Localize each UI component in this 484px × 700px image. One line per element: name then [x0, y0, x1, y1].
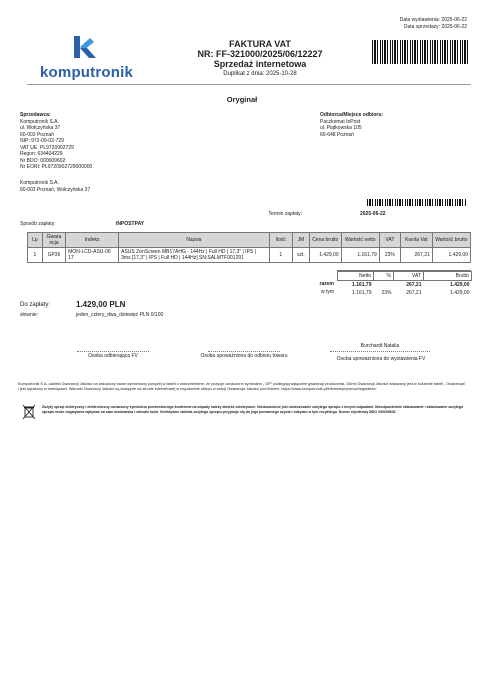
- col-header: Wartość brutto: [432, 233, 470, 248]
- crossed-bin-icon: [22, 404, 36, 420]
- seller-heading: Sprzedawca:: [20, 112, 51, 118]
- seller-address-line: Komputronik S.A.: [20, 180, 59, 186]
- signature-line-right: [330, 351, 430, 352]
- cell-unit: szt.: [292, 248, 309, 263]
- payment-method-value: INPOSTPAY: [116, 221, 145, 227]
- due-date-label: Termin zapłaty:: [268, 211, 302, 217]
- cell-lp: 1: [28, 248, 43, 263]
- cell-index: MON-LCD-ASU-06 17: [66, 248, 119, 263]
- cell-vat-rate: 23%: [379, 248, 400, 263]
- seller-address-block: [20, 180, 180, 193]
- summary-sub-row: [338, 289, 472, 297]
- col-header: Cena brutto: [309, 233, 341, 248]
- cell-qty: 1: [269, 248, 292, 263]
- cell-price-gross: 1.429,00: [309, 248, 341, 263]
- col-header: Wartość netto: [341, 233, 379, 248]
- col-header: Kwota Vat: [400, 233, 432, 248]
- warranty-text: Komputronik S.A. udziela Gwarancji Jakości na zakupiony towar wymieniony powyżej w tabeli z zastrzeżeniem, że pozycje oznaczone symbolem „ GP” podlegają wyłącznie gwarancji producenta. Okres Gwarancji Jakości wskazany jest w kolumnie tabeli „ Gwarancja” i jest wyrażony w miesiącach. Warunki Gwarancji Jakości są dostępne na stronie internetowej w regulaminie sklepu w sekcji Gwarancja Jakości pod linkiem: https://www.komputronik.pl/informacje/pomoc/regulamin/: [18, 382, 466, 391]
- signature-left-label: Osoba odbierająca FV: [88, 353, 138, 359]
- cell-gross: 1.429,00: [432, 248, 470, 263]
- signature-middle-label: Osoba upoważniona do odbioru towaru: [200, 353, 288, 359]
- due-date-value: 2025-06-22: [360, 211, 386, 217]
- items-table: [27, 232, 471, 263]
- recycle-text: Zużyty sprzęt elektryczny i elektroniczny oznaczony symbolem przekreślonego kontenera na odpady należy zbierać selektywnie. Niedozwolone jest umieszczanie zużytego sprzętu z innymi odpadami. Nieodpowiednie składowanie i składowanie zużytego sprzętu może negatywnie wpływać na stan środowiska i zdrowie ludzi. Selektywne zbiórka zużytego sprzętu przyjmuje się do jego ponownego użycia i odzysku w tym recyklingu. Numer rejestrowy BDO 000009602: [42, 405, 464, 414]
- summary-sub-vat: 267,21: [406, 290, 422, 296]
- invoice-title: FAKTURA VAT: [229, 39, 291, 49]
- cell-name: ASUS ZenScreen MB17AHG - 144Hz | Full HD | 17,3" | IPS | 3ms [17,3" | IPS | Full HD | 144Hz] SN:SALMTF001291: [119, 248, 269, 263]
- amount-words-value: jeden_cztery_dwa_dziewięć PLN 0/100: [76, 312, 164, 318]
- signature-line-left: [77, 351, 149, 352]
- barcode-icon: [372, 40, 468, 64]
- buyer-line: Paczkomat InPost: [320, 118, 361, 125]
- cell-warranty: GP36: [42, 248, 65, 263]
- brand-name: komputronik: [40, 64, 134, 81]
- summary-total-label: razem: [319, 281, 334, 287]
- summary-total-row: [338, 281, 472, 290]
- buyer-line: ul. Piątkowska 105: [320, 125, 362, 131]
- seller-block: [20, 112, 180, 171]
- summary-total-vat: 267,21: [406, 282, 422, 288]
- seller-line: VAT UE: PL9720902729: [20, 144, 74, 151]
- payment-method-label: Sposób zapłaty:: [20, 221, 56, 227]
- dates-block: [400, 17, 467, 30]
- seller-line: Nr EORI: PL9720902729000000: [20, 164, 93, 170]
- summary-header: Brutto: [424, 272, 472, 281]
- small-barcode-icon: [367, 199, 467, 206]
- issuer-name: Burchardt Natalia: [360, 343, 400, 349]
- buyer-block: [320, 112, 470, 138]
- invoice-title-block: [160, 39, 360, 69]
- seller-line: Nr BDO: 000009602: [20, 157, 66, 164]
- cell-net: 1.161,79: [341, 248, 379, 263]
- sale-date: Data sprzedaży: 2025-06-22: [403, 23, 467, 30]
- summary-total-gross: 1.429,00: [450, 282, 470, 288]
- summary-total-net: 1.161,79: [352, 282, 372, 288]
- duplicate-date: Duplikat z dnia: 2025-10-28: [223, 71, 297, 77]
- table-header-row: [28, 233, 471, 248]
- invoice-subtitle: Sprzedaż internetowa: [213, 59, 307, 69]
- buyer-heading: Odbiorca/Miejsce odbioru:: [320, 112, 384, 118]
- col-header: Indeks: [66, 233, 119, 248]
- invoice-number: NR: FF-321000/2025/06/12227: [197, 49, 323, 59]
- summary-total-rate: [374, 281, 394, 290]
- summary-header-row: [338, 272, 472, 281]
- col-header: VAT: [379, 233, 400, 248]
- col-header: Ilość: [269, 233, 292, 248]
- signature-right-label: Osoba upoważniona do wystawienia FV: [336, 356, 426, 362]
- col-header: Gwara ncja: [42, 233, 65, 248]
- header-divider: [27, 84, 471, 85]
- amount-due-value: 1.429,00 PLN: [76, 300, 126, 309]
- summary-table: [337, 271, 472, 297]
- summary-header: Netto: [338, 272, 374, 281]
- seller-line: Komputronik S.A.: [20, 118, 59, 125]
- buyer-line: 60-648 Poznań: [320, 131, 354, 138]
- amount-due-label: Do zapłaty:: [20, 302, 51, 308]
- amount-words-label: słownie:: [20, 312, 39, 318]
- summary-sub-label: w tym: [320, 289, 334, 295]
- table-row: [28, 248, 471, 263]
- summary-header: %: [374, 272, 394, 281]
- signature-line-middle: [208, 351, 280, 352]
- summary-sub-net: 1.161,79: [352, 290, 372, 296]
- cell-vat-amount: 267,21: [400, 248, 432, 263]
- seller-line: ul. Wołczyńska 37: [20, 125, 61, 131]
- seller-line: 60-003 Poznań: [20, 131, 54, 138]
- col-header: Nazwa: [119, 233, 269, 248]
- seller-address-line: 60-003 Poznań, Wołczyńska 37: [20, 186, 91, 193]
- seller-line: Regon: 634404229: [20, 151, 63, 157]
- issue-date: Data wystawienia: 2025-06-22: [399, 17, 467, 23]
- col-header: JM: [292, 233, 309, 248]
- summary-sub-rate: 23%: [381, 290, 392, 296]
- original-label: Oryginał: [226, 95, 258, 104]
- summary-sub-gross: 1.429,00: [450, 290, 470, 296]
- summary-header: VAT: [394, 272, 424, 281]
- col-header: Lp: [28, 233, 43, 248]
- seller-line: NIP: 972-09-02-729: [20, 138, 64, 144]
